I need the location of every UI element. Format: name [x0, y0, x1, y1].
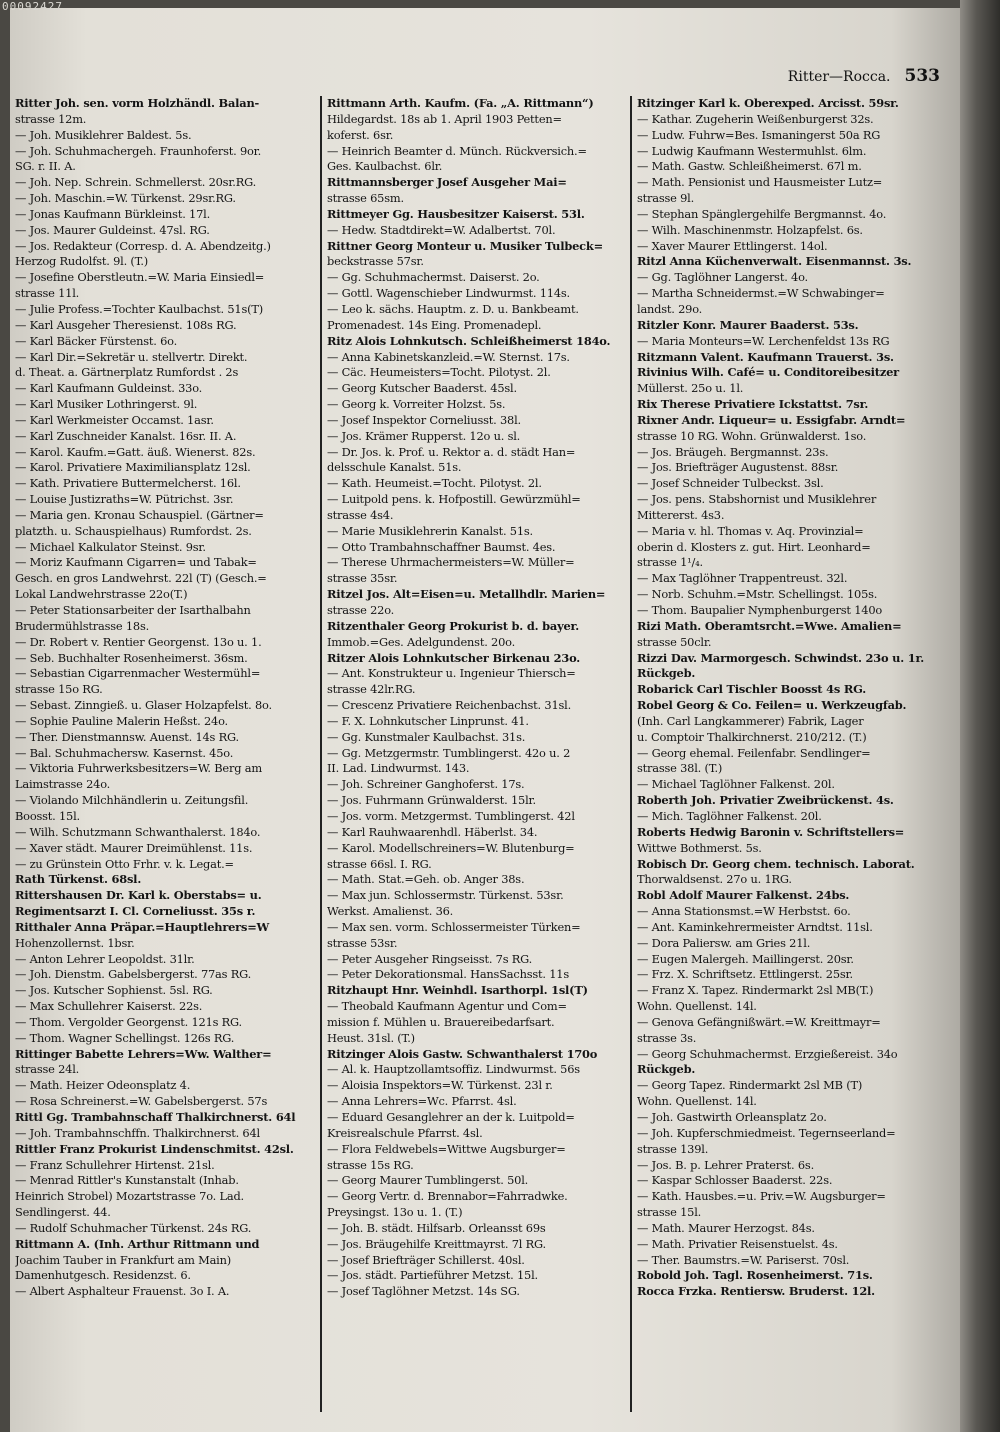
directory-entry-line: — Jos. Fuhrmann Grünwalderst. 15lr.	[327, 793, 536, 808]
directory-entry-line: — Josef Briefträger Schillerst. 40sl.	[327, 1252, 525, 1267]
directory-entry-line: Ritzler Konr. Maurer Baaderst. 53s.	[637, 317, 859, 332]
directory-entry-line: — Jos. Kutscher Sophienst. 5sl. RG.	[15, 983, 213, 998]
directory-entry-line: — Karl Musiker Lothringerst. 9l.	[15, 397, 198, 412]
directory-entry-line: Ritzmann Valent. Kaufmann Trauerst. 3s.	[637, 349, 894, 364]
directory-entry-line: mission f. Mühlen u. Brauereibedarfsart.	[327, 1014, 555, 1029]
directory-entry-line: — Norb. Schuhm.=Mstr. Schellingst. 105s.	[637, 587, 878, 602]
directory-entry-line: — Georg Kutscher Baaderst. 45sl.	[327, 381, 517, 396]
directory-entry-line: u. Comptoir Thalkirchnerst. 210/212. (T.)	[637, 729, 867, 744]
directory-entry-line: — Stephan Spänglergehilfe Bergmannst. 4o.	[637, 206, 887, 221]
directory-entry-line: strasse 15l.	[637, 1205, 702, 1220]
directory-entry-line: — Jos. Bräugeh. Bergmannst. 23s.	[637, 444, 829, 459]
directory-entry-line: — Leo k. sächs. Hauptm. z. D. u. Bankbeamt.	[327, 301, 579, 316]
directory-entry-line: Joachim Tauber in Frankfurt am Main)	[15, 1252, 231, 1267]
directory-entry-line: Rittmann A. (Inh. Arthur Rittmann und	[15, 1236, 260, 1251]
directory-entry-line: — Max jun. Schlossermstr. Türkenst. 53sr.	[327, 888, 564, 903]
directory-entry-line: — Josefine Oberstleutn.=W. Maria Einsiedl=	[15, 270, 265, 285]
directory-entry-line: — Gg. Metzgermstr. Tumblingerst. 42o u. 2	[327, 745, 571, 760]
directory-entry-line: — Sebastian Cigarrenmacher Westermühl=	[15, 666, 261, 681]
directory-entry-line: — Karl Zuschneider Kanalst. 16sr. II. A.	[15, 428, 237, 443]
directory-entry-line: — Karl Bäcker Fürstenst. 6o.	[15, 333, 178, 348]
directory-entry-line: — Kaspar Schlosser Baaderst. 22s.	[637, 1173, 833, 1188]
directory-entry-line: — Maria gen. Kronau Schauspiel. (Gärtner=	[15, 507, 264, 522]
directory-entry-line: — Joh. Trambahnschffn. Thalkirchnerst. 64l	[15, 1125, 260, 1140]
directory-entry-line: — Math. Heizer Odeonsplatz 4.	[15, 1078, 191, 1093]
directory-entry-line: — Luitpold pens. k. Hofpostill. Gewürzmühl=	[327, 492, 581, 507]
directory-entry-line: Rixner Andr. Liqueur= u. Essigfabr. Arndt=	[637, 412, 906, 427]
directory-entry-line: strasse 139l.	[637, 1141, 709, 1156]
directory-entry-line: strasse 15s RG.	[327, 1157, 414, 1172]
directory-entry-line: — Dora Paliersw. am Gries 21l.	[637, 935, 811, 950]
directory-entry-line: — Viktoria Fuhrwerksbesitzers=W. Berg am	[15, 761, 262, 776]
directory-entry-line: Rittinger Babette Lehrers=Ww. Walther=	[15, 1046, 272, 1061]
directory-entry-line: Rizzi Dav. Marmorgesch. Schwindst. 23o u. 1r.	[637, 650, 924, 665]
directory-entry-line: — Menrad Rittler's Kunstanstalt (Inhab.	[15, 1173, 239, 1188]
directory-entry-line: — Anna Lehrers=Wc. Pfarrst. 4sl.	[327, 1094, 517, 1109]
directory-entry-line: — Eduard Gesanglehrer an der k. Luitpold=	[327, 1110, 575, 1124]
directory-entry-line: Boosst. 15l.	[15, 808, 80, 823]
directory-entry-line: — Joh. Schreiner Ganghoferst. 17s.	[327, 777, 525, 792]
directory-entry-line: — Karol. Modellschreiners=W. Blutenburg=	[327, 840, 575, 855]
directory-entry-line: — Joh. B. städt. Hilfsarb. Orleansst 69s	[327, 1220, 546, 1235]
directory-entry-line: Ritzhaupt Hnr. Weinhdl. Isarthorpl. 1sl(T)	[327, 983, 588, 998]
directory-entry-line: strasse 35sr.	[327, 571, 398, 586]
directory-entry-line: — Kath. Heumeist.=Tocht. Pilotyst. 2l.	[327, 476, 542, 491]
directory-entry-line: — Otto Trambahnschaffner Baumst. 4es.	[327, 539, 556, 554]
directory-entry-line: — Karl Dir.=Sekretär u. stellvertr. Direkt.	[15, 349, 248, 364]
directory-entry-line: — Franz X. Tapez. Rindermarkt 2sl MB(T.)	[637, 983, 874, 998]
directory-entry-line: Ritzinger Alois Gastw. Schwanthalerst 170o	[327, 1046, 598, 1061]
directory-entry-line: Rittler Franz Prokurist Lindenschmitst. 42sl.	[15, 1141, 294, 1156]
directory-entry-line: Thorwaldsenst. 27o u. 1RG.	[637, 872, 792, 887]
directory-entry-line: SG. r. II. A.	[15, 159, 76, 174]
directory-entry-line: — Math. Maurer Herzogst. 84s.	[637, 1220, 815, 1235]
directory-entry-line: — zu Grünstein Otto Frhr. v. k. Legat.=	[15, 856, 234, 871]
directory-entry-line: — Ludw. Fuhrw=Bes. Ismaningerst 50a RG	[637, 127, 881, 142]
directory-entry-line: Ritthaler Anna Präpar.=Hauptlehrers=W	[15, 919, 270, 934]
directory-entry-line: strasse 12m.	[15, 111, 87, 126]
directory-entry-line: Wohn. Quellenst. 14l.	[637, 999, 757, 1014]
directory-entry-line: — Dr. Robert v. Rentier Georgenst. 13o u. 1.	[15, 634, 262, 649]
directory-entry-line: — Violando Milchhändlerin u. Zeitungsfil.	[15, 793, 249, 808]
directory-entry-line: — Max sen. vorm. Schlossermeister Türken=	[327, 919, 581, 934]
directory-entry-line: Robl Adolf Maurer Falkenst. 24bs.	[637, 888, 850, 903]
directory-entry-line: — Peter Stationsarbeiter der Isarthalbahn	[15, 603, 251, 617]
directory-entry-line: — Eugen Malergeh. Maillingerst. 20sr.	[637, 951, 854, 966]
directory-entry-line: — Jonas Kaufmann Bürkleinst. 17l.	[15, 206, 211, 221]
directory-entry-line: delsschule Kanalst. 51s.	[327, 460, 462, 475]
directory-entry-line: Rittershausen Dr. Karl k. Oberstabs= u.	[15, 888, 262, 903]
directory-entry-line: strasse 38l. (T.)	[637, 761, 723, 776]
directory-entry-line: — Ant. Kaminkehrermeister Arndtst. 11sl.	[637, 919, 873, 934]
directory-entry-line: — Josef Taglöhner Metzst. 14s SG.	[327, 1284, 520, 1299]
directory-entry-line: — Ther. Baumstrs.=W. Pariserst. 70sl.	[637, 1252, 850, 1267]
directory-entry-line: — Maria v. hl. Thomas v. Aq. Provinzial=	[637, 523, 864, 538]
column-right	[630, 96, 940, 1412]
directory-entry-line: — Xaver Maurer Ettlingerst. 14ol.	[637, 238, 828, 253]
directory-entry-line: Rittmeyer Gg. Hausbesitzer Kaiserst. 53l.	[327, 206, 585, 221]
directory-entry-line: — Georg Vertr. d. Brennabor=Fahrradwke.	[327, 1189, 568, 1204]
directory-entry-line: — Dr. Jos. k. Prof. u. Rektor a. d. städt Han=	[327, 444, 576, 459]
directory-entry-line: — Ludwig Kaufmann Westermuhlst. 6lm.	[637, 143, 867, 158]
directory-entry-line: Ritter Joh. sen. vorm Holzhändl. Balan-	[15, 96, 260, 110]
directory-entry-line: — Joh. Schuhmachergeh. Fraunhoferst. 9or.	[15, 143, 262, 158]
directory-entry-line: — Karl Ausgeher Theresienst. 108s RG.	[15, 317, 237, 332]
directory-entry-line: — Thom. Wagner Schellingst. 126s RG.	[15, 1030, 235, 1045]
directory-entry-line: — Aloisia Inspektors=W. Türkenst. 23l r.	[327, 1078, 553, 1093]
directory-entry-line: — Cäc. Heumeisters=Tocht. Pilotyst. 2l.	[327, 365, 551, 380]
directory-entry-line: Lokal Landwehrstrasse 22o(T.)	[15, 587, 188, 602]
directory-entry-line: — Karl Werkmeister Occamst. 1asr.	[15, 412, 214, 427]
directory-entry-line: strasse 66sl. I. RG.	[327, 856, 432, 871]
directory-entry-line: — Mich. Taglöhner Falkenst. 20l.	[637, 808, 822, 823]
directory-entry-line: — Wilh. Schutzmann Schwanthalerst. 184o.	[15, 824, 261, 839]
directory-entry-line: Brudermühlstrasse 18s.	[15, 618, 150, 633]
directory-entry-line: — Anna Kabinetskanzleid.=W. Sternst. 17s.	[327, 349, 570, 364]
directory-entry-line: Roberts Hedwig Baronin v. Schriftstellers=	[637, 824, 905, 839]
directory-entry-line: — Jos. städt. Partieführer Metzst. 15l.	[327, 1268, 538, 1283]
directory-entry-line: Rittner Georg Monteur u. Musiker Tulbeck=	[327, 238, 603, 253]
directory-entry-line: — Franz Schullehrer Hirtenst. 21sl.	[15, 1157, 215, 1172]
directory-entry-line: Ritz Alois Lohnkutsch. Schleißheimerst 184o.	[327, 333, 611, 348]
directory-entry-line: Ritzl Anna Küchenverwalt. Eisenmannst. 3s.	[637, 254, 912, 269]
directory-entry-line: strasse 50clr.	[637, 634, 712, 649]
column-middle	[320, 96, 630, 1412]
directory-entry-line: — Jos. B. p. Lehrer Praterst. 6s.	[637, 1157, 815, 1172]
directory-entry-line: Roberth Joh. Privatier Zweibrückenst. 4s.	[637, 793, 894, 808]
directory-entry-line: — Jos. Krämer Rupperst. 12o u. sl.	[327, 428, 521, 443]
directory-entry-line: — Josef Inspektor Corneliusst. 38l.	[327, 412, 521, 427]
directory-entry-line: — Ther. Dienstmannsw. Auenst. 14s RG.	[15, 729, 239, 744]
directory-entry-line: — Karol. Kaufm.=Gatt. äuß. Wienerst. 82s.	[15, 444, 256, 459]
directory-entry-line: Rocca Frzka. Rentiersw. Bruderst. 12l.	[637, 1284, 875, 1299]
directory-entry-line: strasse 10 RG. Wohn. Grünwalderst. 1so.	[637, 428, 867, 443]
directory-entry-line: — Anna Stationsmst.=W Herbstst. 6o.	[637, 904, 851, 919]
directory-entry-line: — Thom. Baupalier Nymphenburgerst 140o	[637, 603, 883, 617]
directory-entry-line: koferst. 6sr.	[327, 127, 394, 142]
directory-entry-line: — Joh. Nep. Schrein. Schmellerst. 20sr.RG.	[15, 175, 257, 190]
directory-entry-line: (Inh. Carl Langkammerer) Fabrik, Lager	[637, 713, 864, 728]
directory-entry-line: — Martha Schneidermst.=W Schwabinger=	[637, 286, 885, 301]
directory-entry-line: oberin d. Klosters z. gut. Hirt. Leonhard=	[637, 539, 871, 554]
directory-entry-line: — Georg ehemal. Feilenfabr. Sendlinger=	[637, 745, 871, 760]
directory-entry-line: — Anton Lehrer Leopoldst. 31lr.	[15, 951, 195, 966]
running-header	[720, 66, 940, 86]
directory-entry-line: Laimstrasse 24o.	[15, 777, 111, 792]
directory-entry-line: — Sebast. Zinngieß. u. Glaser Holzapfelst. 8o.	[15, 698, 272, 713]
directory-entry-line: — F. X. Lohnkutscher Linprunst. 41.	[327, 713, 529, 728]
directory-entry-line: II. Lad. Lindwurmst. 143.	[327, 761, 470, 776]
directory-entry-line: — Georg Schuhmachermst. Erzgießereist. 34o	[637, 1046, 898, 1061]
directory-entry-line: — Michael Kalkulator Steinst. 9sr.	[15, 539, 206, 554]
directory-entry-line: — Sophie Pauline Malerin Heßst. 24o.	[15, 713, 228, 728]
directory-entry-line: — Joh. Dienstm. Gabelsbergerst. 77as RG.	[15, 967, 252, 982]
directory-entry-line: Ritzel Jos. Alt=Eisen=u. Metallhdlr. Marien=	[327, 587, 606, 602]
directory-entry-line: — Karl Kaufmann Guldeinst. 33o.	[15, 381, 203, 396]
directory-entry-line: strasse 65sm.	[327, 191, 404, 206]
directory-entry-line: platzth. u. Schauspielhaus) Rumfordst. 2s.	[15, 523, 252, 538]
directory-entry-line: — Wilh. Maschinenmstr. Holzapfelst. 6s.	[637, 222, 863, 237]
directory-entry-line: — Rosa Schreinerst.=W. Gabelsbergerst. 57s	[15, 1094, 268, 1109]
directory-entry-line: — Jos. Briefträger Augustenst. 88sr.	[637, 460, 839, 475]
scan-id-label: 00092427	[2, 0, 63, 13]
directory-entry-line: Rizi Math. Oberamtsrcht.=Wwe. Amalien=	[637, 618, 902, 633]
directory-entry-line: — Julie Profess.=Tochter Kaulbachst. 51s(T)	[15, 301, 263, 316]
directory-entry-line: — Xaver städt. Maurer Dreimühlenst. 11s.	[15, 840, 253, 855]
directory-entry-line: Robel Georg & Co. Feilen= u. Werkzeugfab.	[637, 698, 907, 713]
directory-entry-line: — Karl Rauhwaarenhdl. Häberlst. 34.	[327, 824, 538, 839]
directory-entry-line: — Max Taglöhner Trappentreust. 32l.	[637, 571, 848, 586]
directory-entry-line: — Kathar. Zugeherin Weißenburgerst 32s.	[637, 111, 874, 126]
directory-entry-line: — Flora Feldwebels=Wittwe Augsburger=	[327, 1141, 566, 1156]
page-number: 533	[904, 66, 940, 86]
directory-entry-line: — Jos. Redakteur (Corresp. d. A. Abendzeitg.)	[15, 238, 271, 253]
directory-entry-line: Gesch. en gros Landwehrst. 22l (T) (Gesch.=	[15, 571, 267, 586]
directory-entry-line: — Maria Monteurs=W. Lerchenfeldst 13s RG	[637, 333, 890, 348]
directory-entry-line: — Joh. Kupferschmiedmeist. Tegernseerland=	[637, 1125, 896, 1140]
directory-entry-line: Regimentsarzt I. Cl. Corneliusst. 35s r.	[15, 904, 256, 919]
directory-entry-line: — Math. Stat.=Geh. ob. Anger 38s.	[327, 872, 525, 887]
directory-entry-line: — Seb. Buchhalter Rosenheimerst. 36sm.	[15, 650, 248, 665]
directory-entry-line: — Joh. Musiklehrer Baldest. 5s.	[15, 127, 192, 142]
directory-entry-line: Damenhutgesch. Residenzst. 6.	[15, 1268, 191, 1283]
directory-entry-line: — Gg. Taglöhner Langerst. 4o.	[637, 270, 808, 285]
directory-entry-line: Robarick Carl Tischler Boosst 4s RG.	[637, 682, 866, 697]
directory-entry-line: Rückgeb.	[637, 666, 696, 681]
directory-entry-line: strasse 9l.	[637, 191, 695, 206]
directory-entry-line: Herzog Rudolfst. 9l. (T.)	[15, 254, 149, 269]
directory-entry-line: — Crescenz Privatiere Reichenbachst. 31sl.	[327, 698, 572, 713]
directory-entry-line: Ritzer Alois Lohnkutscher Birkenau 23o.	[327, 650, 581, 665]
directory-entry-line: Rittmannsberger Josef Ausgeher Mai=	[327, 175, 567, 190]
directory-entry-line: strasse 4s4.	[327, 507, 394, 522]
directory-entry-line: Rath Türkenst. 68sl.	[15, 872, 142, 887]
directory-entry-line: Ritzenthaler Georg Prokurist b. d. bayer.	[327, 618, 580, 633]
directory-entry-line: beckstrasse 57sr.	[327, 254, 424, 269]
directory-entry-line: Robisch Dr. Georg chem. technisch. Laborat.	[637, 856, 915, 871]
directory-entry-line: — Heinrich Beamter d. Münch. Rückversich.=	[327, 143, 587, 158]
directory-entry-line: strasse 24l.	[15, 1062, 80, 1077]
directory-entry-line: — Georg Tapez. Rindermarkt 2sl MB (T)	[637, 1078, 863, 1093]
directory-entry-line: Rittl Gg. Trambahnschaff Thalkirchnerst. 64l	[15, 1110, 296, 1124]
directory-entry-line: — Michael Taglöhner Falkenst. 20l.	[637, 777, 835, 792]
directory-entry-line: Ritzinger Karl k. Oberexped. Arcisst. 59sr.	[637, 96, 899, 110]
directory-entry-line: — Bal. Schuhmachersw. Kasernst. 45o.	[15, 745, 234, 760]
directory-entry-line: — Joh. Maschin.=W. Türkenst. 29sr.RG.	[15, 191, 236, 206]
directory-entry-line: — Theobald Kaufmann Agentur und Com=	[327, 999, 567, 1014]
directory-entry-line: Heinrich Strobel) Mozartstrasse 7o. Lad.	[15, 1189, 244, 1204]
directory-entry-line: — Kath. Privatiere Buttermelcherst. 16l.	[15, 476, 241, 491]
directory-entry-line: Hohenzollernst. 1bsr.	[15, 935, 135, 950]
directory-entry-line: — Ant. Konstrukteur u. Ingenieur Thiersch=	[327, 666, 576, 681]
directory-entry-line: strasse 15o RG.	[15, 682, 103, 697]
directory-entry-line: — Gg. Schuhmachermst. Daiserst. 2o.	[327, 270, 540, 285]
directory-entry-line: — Rudolf Schuhmacher Türkenst. 24s RG.	[15, 1220, 252, 1235]
directory-entry-line: Sendlingerst. 44.	[15, 1205, 111, 1220]
directory-entry-line: — Peter Dekorationsmal. HansSachsst. 11s	[327, 967, 569, 982]
directory-entry-line: Rückgeb.	[637, 1062, 696, 1077]
directory-entry-line: Werkst. Amalienst. 36.	[327, 904, 454, 919]
directory-entry-line: Mittererst. 4s3.	[637, 507, 725, 522]
directory-entry-line: — Jos. vorm. Metzgermst. Tumblingerst. 42l	[327, 808, 575, 823]
book-edge-shadow	[960, 0, 1000, 1432]
directory-entry-line: Heust. 31sl. (T.)	[327, 1030, 415, 1045]
directory-entry-line: — Louise Justizraths=W. Pütrichst. 3sr.	[15, 492, 234, 507]
directory-entry-line: landst. 29o.	[637, 301, 703, 316]
directory-entry-line: — Math. Pensionist und Hausmeister Lutz=	[637, 175, 883, 190]
directory-entry-line: — Genova Gefängnißwärt.=W. Kreittmayr=	[637, 1014, 881, 1029]
directory-entry-line: Rivinius Wilh. Café= u. Conditoreibesitzer	[637, 365, 899, 380]
directory-entry-line: Rix Therese Privatiere Ickstattst. 7sr.	[637, 397, 869, 412]
directory-entry-line: Preysingst. 13o u. 1. (T.)	[327, 1205, 463, 1220]
directory-entry-line: strasse 42lr.RG.	[327, 682, 416, 697]
directory-entry-line: Müllerst. 25o u. 1l.	[637, 381, 744, 396]
directory-entry-line: — Frz. X. Schriftsetz. Ettlingerst. 25sr.	[637, 967, 853, 982]
directory-entry-line: — Georg k. Vorreiter Holzst. 5s.	[327, 397, 506, 412]
directory-entry-line: strasse 11l.	[15, 286, 80, 301]
directory-entry-line: Wittwe Bothmerst. 5s.	[637, 840, 762, 855]
directory-columns	[10, 96, 940, 1412]
directory-entry-line: — Albert Asphalteur Frauenst. 3o I. A.	[15, 1284, 230, 1299]
directory-entry-line: — Josef Schneider Tulbeckst. 3sl.	[637, 476, 824, 491]
directory-entry-line: Hildegardst. 18s ab 1. April 1903 Petten=	[327, 111, 562, 126]
directory-entry-line: Wohn. Quellenst. 14l.	[637, 1094, 757, 1109]
directory-entry-line: Immob.=Ges. Adelgundenst. 20o.	[327, 634, 516, 649]
directory-entry-line: — Hedw. Stadtdirekt=W. Adalbertst. 70l.	[327, 222, 556, 237]
directory-entry-line: — Joh. Gastwirth Orleansplatz 2o.	[637, 1110, 827, 1124]
directory-entry-line: — Max Schullehrer Kaiserst. 22s.	[15, 999, 203, 1014]
directory-entry-line: strasse 22o.	[327, 603, 395, 617]
directory-entry-line: — Gg. Kunstmaler Kaulbachst. 31s.	[327, 729, 526, 744]
directory-entry-line: strasse 53sr.	[327, 935, 398, 950]
directory-entry-line: — Math. Gastw. Schleißheimerst. 67l m.	[637, 159, 862, 174]
directory-entry-line: — Gottl. Wagenschieber Lindwurmst. 114s.	[327, 286, 570, 301]
directory-entry-line: strasse 1¹/₄.	[637, 555, 703, 570]
directory-entry-line: Robold Joh. Tagl. Rosenheimerst. 71s.	[637, 1268, 873, 1283]
directory-entry-line: — Jos. pens. Stabshornist und Musiklehrer	[637, 492, 877, 507]
directory-entry-line: Rittmann Arth. Kaufm. (Fa. „A. Rittmann“)	[327, 96, 594, 110]
directory-entry-line: — Kath. Hausbes.=u. Priv.=W. Augsburger=	[637, 1189, 886, 1204]
directory-entry-line: — Marie Musiklehrerin Kanalst. 51s.	[327, 523, 533, 538]
running-title: Ritter—Rocca.	[787, 69, 891, 85]
directory-entry-line: — Jos. Bräugehilfe Kreittmayrst. 7l RG.	[327, 1236, 546, 1251]
directory-entry-line: — Jos. Maurer Guldeinst. 47sl. RG.	[15, 222, 210, 237]
directory-entry-line: — Thom. Vergolder Georgenst. 121s RG.	[15, 1014, 242, 1029]
directory-entry-line: strasse 3s.	[637, 1030, 697, 1045]
directory-entry-line: — Karol. Privatiere Maximiliansplatz 12sl.	[15, 460, 251, 475]
directory-entry-line: — Peter Ausgeher Ringseisst. 7s RG.	[327, 951, 533, 966]
column-left	[10, 96, 320, 1412]
directory-entry-line: — Al. k. Hauptzollamtsoffiz. Lindwurmst. 56s	[327, 1062, 580, 1077]
directory-entry-line: Promenadest. 14s Eing. Promenadepl.	[327, 317, 542, 332]
directory-entry-line: d. Theat. a. Gärtnerplatz Rumfordst . 2s	[15, 365, 239, 380]
directory-entry-line: — Therese Uhrmachermeisters=W. Müller=	[327, 555, 575, 570]
directory-entry-line: — Math. Privatier Reisenstuelst. 4s.	[637, 1236, 838, 1251]
directory-entry-line: Ges. Kaulbachst. 6lr.	[327, 159, 443, 174]
directory-entry-line: Kreisrealschule Pfarrst. 4sl.	[327, 1125, 483, 1140]
directory-entry-line: — Moriz Kaufmann Cigarren= und Tabak=	[15, 555, 257, 570]
directory-entry-line: — Georg Maurer Tumblingerst. 50l.	[327, 1173, 529, 1188]
